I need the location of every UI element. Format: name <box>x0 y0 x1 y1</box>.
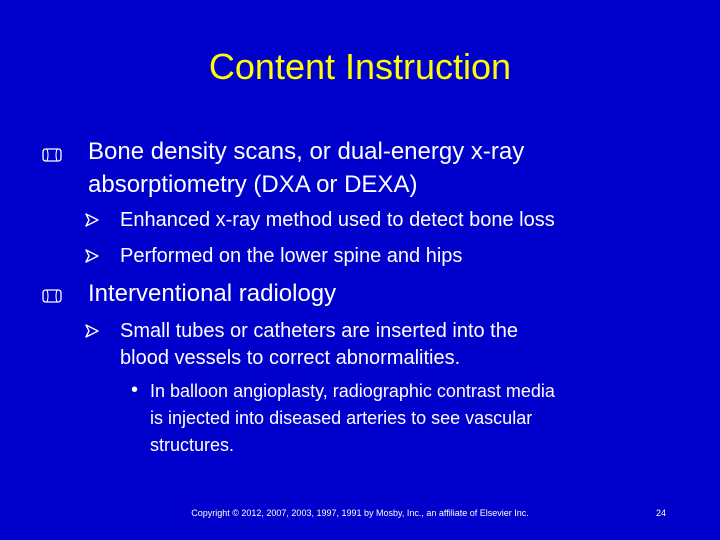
arrowhead-icon <box>84 248 100 264</box>
subitem-lower-spine: Performed on the lower spine and hips <box>120 245 463 267</box>
slide-title: Content Instruction <box>208 46 512 87</box>
arrowhead-icon <box>84 212 100 228</box>
subitem-catheters-line2: blood vessels to correct abnormalities. <box>120 347 461 369</box>
scroll-icon <box>42 289 62 303</box>
bullet-item-bone-density-line1: Bone density scans, or dual-energy x-ray <box>88 138 525 165</box>
bullet-item-bone-density-line2: absorptiometry (DXA or DEXA) <box>88 171 418 198</box>
subsubitem-angioplasty-line3: structures. <box>150 435 235 455</box>
subitem-catheters-line1: Small tubes or catheters are inserted into the <box>120 320 518 342</box>
copyright-footer: Copyright © 2012, 2007, 2003, 1997, 1991 by Mosby, Inc., an affiliate of Elsevier Inc. <box>191 508 529 518</box>
scroll-icon <box>42 148 62 162</box>
dot-icon: • <box>131 379 139 401</box>
bullet-item-interventional-radiology: Interventional radiology <box>88 280 337 307</box>
subsubitem-angioplasty-line1: In balloon angioplasty, radiographic contrast media <box>150 381 555 401</box>
arrowhead-icon <box>84 323 100 339</box>
subitem-enhanced-xray: Enhanced x-ray method used to detect bone loss <box>120 209 555 231</box>
page-number: 24 <box>655 508 666 518</box>
subsubitem-angioplasty-line2: is injected into diseased arteries to see vascular <box>150 408 533 428</box>
